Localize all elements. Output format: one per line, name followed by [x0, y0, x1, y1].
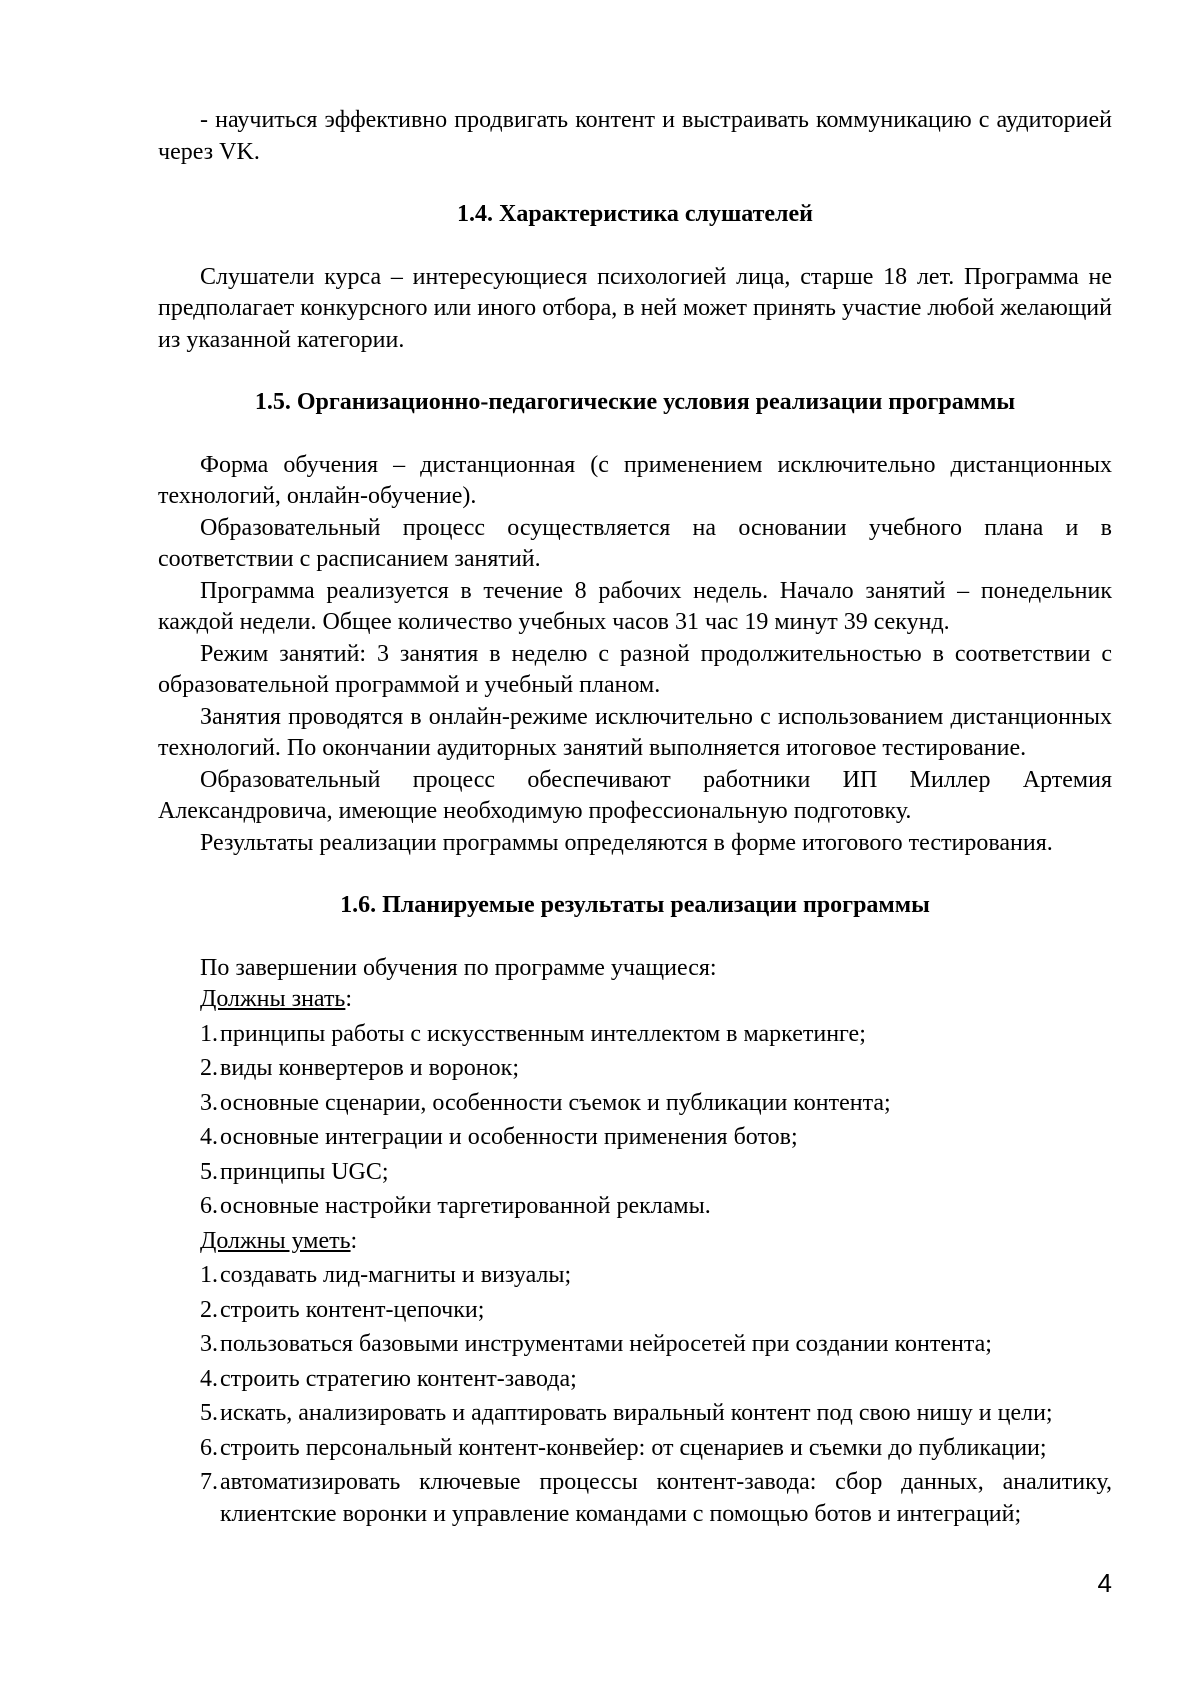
section-heading-1-6: 1.6. Планируемые результаты реализации программы — [340, 892, 930, 918]
paragraph-staff: Образовательный процесс обеспечивают работники ИП Миллер Артемия Александровича, имеющие необходимую профессиональную подготовку. — [158, 766, 1112, 824]
list-item-number: 5. — [200, 1158, 218, 1185]
intro-goal-item: - научиться эффективно продвигать контент и выстраивать коммуникацию с аудиторией через VK. — [158, 107, 1112, 165]
paragraph-completion-intro: По завершении обучения по программе учащиеся: — [200, 954, 717, 981]
section-heading-1-5: 1.5. Организационно-педагогические условия реализации программы — [254, 389, 1016, 415]
list-item-text: строить контент-цепочки; — [220, 1296, 485, 1323]
list-item-text: искать, анализировать и адаптировать виральный контент под свою нишу и цели; — [220, 1400, 1053, 1426]
section-heading-1-4: 1.4. Характеристика слушателей — [456, 201, 813, 227]
list-item-text: строить персональный контент-конвейер: от сценариев и съемки до публикации; — [220, 1434, 1047, 1461]
list-item-number: 2. — [200, 1055, 218, 1081]
list-item — [158, 1053, 1112, 1085]
able-list — [158, 1260, 1112, 1530]
list-item — [158, 1295, 1112, 1327]
page-number: 4 — [1097, 1568, 1112, 1598]
list-item — [158, 1364, 1112, 1396]
list-item — [158, 1191, 1112, 1223]
paragraph-audience: Слушатели курса – интересующиеся психологией лица, старше 18 лет. Программа не предполагает конкурсного или иного отбора, в ней может принять участие любой желающий из указанной категории. — [158, 263, 1112, 353]
paragraph-education-form: Форма обучения – дистанционная (с применением исключительно дистанционных технологий, онлайн-обучение). — [158, 451, 1112, 509]
list-item-text: основные сценарии, особенности съемок и публикации контента; — [220, 1089, 891, 1116]
list-item — [158, 1398, 1112, 1430]
list-item — [158, 1329, 1112, 1361]
list-item-number: 7. — [200, 1469, 218, 1495]
list-item-number: 6. — [200, 1193, 218, 1219]
list-item-text: виды конвертеров и воронок; — [220, 1055, 519, 1081]
list-item-number: 1. — [200, 1020, 218, 1047]
list-item-number: 2. — [200, 1296, 218, 1323]
list-item-text: создавать лид-магниты и визуалы; — [220, 1262, 572, 1288]
document-content — [158, 105, 1112, 1533]
list-item-text: основные настройки таргетированной рекламы. — [220, 1193, 711, 1219]
list-item — [158, 1019, 1112, 1051]
able-label-text: Должны уметь — [200, 1227, 351, 1254]
know-label-text: Должны знать — [200, 986, 346, 1012]
list-item-text: основные интеграции и особенности применения ботов; — [220, 1124, 798, 1150]
list-item-number: 3. — [200, 1089, 218, 1116]
list-item — [158, 1260, 1112, 1292]
paragraph-online-mode: Занятия проводятся в онлайн-режиме исключительно с использованием дистанционных технологий. По окончании аудиторных занятий выполняется итоговое тестирование. — [158, 703, 1112, 761]
list-item-number: 4. — [200, 1124, 218, 1150]
list-item — [158, 1433, 1112, 1465]
paragraph-process-basis: Образовательный процесс осуществляется на основании учебного плана и в соответствии с расписанием занятий. — [158, 514, 1112, 572]
list-item — [158, 1088, 1112, 1120]
list-item — [158, 1157, 1112, 1189]
list-item-text: автоматизировать ключевые процессы контент-завода: сбор данных, аналитику, клиентские воронки и управление командами с помощью ботов и интеграций; — [220, 1469, 1112, 1527]
paragraph-program-duration: Программа реализуется в течение 8 рабочих недель. Начало занятий – понедельник каждой недели. Общее количество учебных часов 31 час 19 минут 39 секунд. — [158, 577, 1112, 635]
list-item-text: строить стратегию контент-завода; — [220, 1365, 577, 1392]
list-item-number: 6. — [200, 1434, 218, 1461]
list-item-text: принципы работы с искусственным интеллектом в маркетинге; — [220, 1020, 866, 1047]
list-item — [158, 1467, 1112, 1530]
know-list — [158, 1019, 1112, 1223]
list-item-number: 1. — [200, 1262, 218, 1288]
list-item — [158, 1122, 1112, 1154]
list-item-number: 3. — [200, 1331, 218, 1357]
know-label-colon: : — [345, 986, 353, 1012]
paragraph-schedule-mode: Режим занятий: 3 занятия в неделю с разной продолжительностью в соответствии с образовательной программой и учебный планом. — [158, 640, 1112, 698]
list-item-text: принципы UGC; — [220, 1158, 389, 1185]
list-item-text: пользоваться базовыми инструментами нейросетей при создании контента; — [220, 1331, 992, 1357]
list-item-number: 4. — [200, 1365, 218, 1392]
able-list-label — [158, 1226, 1112, 1258]
list-item-number: 5. — [200, 1400, 218, 1426]
know-list-label — [158, 984, 1112, 1016]
paragraph-results-form: Результаты реализации программы определяются в форме итогового тестирования. — [200, 829, 1053, 856]
able-label-colon: : — [350, 1227, 358, 1254]
